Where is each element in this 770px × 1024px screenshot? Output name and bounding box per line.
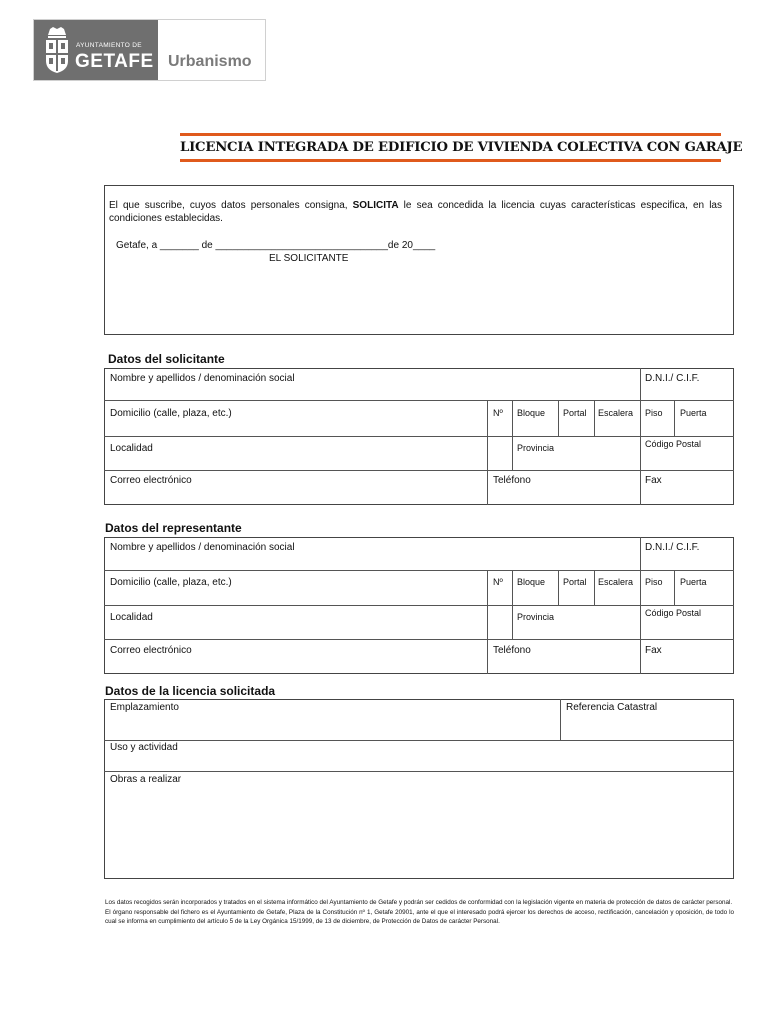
legal-paragraph-2: El órgano responsable del fichero es el Ayuntamiento de Getafe, Plaza de la Constitución nº 1, Getafe 20901, ante el que el interesado podrá ejercer los derechos de acceso, rectificación, cancelación y oposición, de todo lo cual se informa en cumplimiento del artículo 5 de la Ley Orgánica 15/1999, de 13 de diciembre, de Protección de Datos de carácter Personal. (105, 908, 734, 926)
coat-of-arms-icon (44, 27, 70, 73)
form-title: LICENCIA INTEGRADA DE EDIFICIO DE VIVIENDA COLECTIVA CON GARAJE (180, 140, 743, 155)
field-piso[interactable]: Piso (645, 577, 663, 587)
field-name[interactable]: Nombre y apellidos / denominación social (110, 373, 295, 384)
field-puerta[interactable]: Puerta (680, 577, 707, 587)
city-name: GETAFE (75, 51, 154, 72)
col-divider (640, 537, 641, 674)
legal-paragraph-1: Los datos recogidos serán incorporados y tratados en el sistema informático del Ayuntamiento de Getafe y podrán ser cedidos de conformidad con la legislación vigente en materia de protección de datos de carácter personal. (105, 899, 733, 906)
title-rule-top (180, 133, 721, 136)
col-divider (594, 570, 595, 605)
signature-label: EL SOLICITANTE (269, 253, 349, 264)
field-referencia-catastral[interactable]: Referencia Catastral (566, 702, 658, 713)
col-divider (594, 400, 595, 436)
col-divider (487, 570, 488, 674)
field-name[interactable]: Nombre y apellidos / denominación social (110, 542, 295, 553)
field-provincia[interactable]: Provincia (517, 443, 555, 453)
field-bloque[interactable]: Bloque (517, 577, 546, 587)
field-portal[interactable]: Portal (563, 577, 587, 587)
getafe-logo (33, 19, 266, 81)
logo-dark-panel (34, 20, 158, 80)
request-paragraph: El que suscribe, cuyos datos personales consigna, SOLICITA le sea concedida la licencia cuyas características especifica, en las condiciones establecidas. (109, 200, 722, 224)
col-divider (558, 400, 559, 436)
field-numero[interactable]: Nº (493, 577, 503, 587)
field-dni[interactable]: D.N.I./ C.I.F. (645, 542, 700, 553)
row-divider (104, 771, 734, 772)
field-provincia[interactable]: Provincia (517, 612, 555, 622)
date-line[interactable]: Getafe, a _______ de _______________________________de 20____ (116, 240, 436, 251)
licencia-heading: Datos de la licencia solicitada (105, 684, 276, 698)
field-obras[interactable]: Obras a realizar (110, 774, 182, 785)
legal-notice (105, 898, 734, 927)
field-fax[interactable]: Fax (645, 475, 662, 486)
licencia-table (104, 699, 734, 879)
field-telefono[interactable]: Teléfono (493, 645, 531, 656)
field-emplazamiento[interactable]: Emplazamiento (110, 702, 179, 713)
field-localidad[interactable]: Localidad (110, 612, 153, 623)
field-portal[interactable]: Portal (563, 408, 587, 418)
field-piso[interactable]: Piso (645, 408, 663, 418)
field-numero[interactable]: Nº (493, 408, 503, 418)
department-name: Urbanismo (168, 53, 252, 70)
field-correo[interactable]: Correo electrónico (110, 475, 192, 486)
field-correo[interactable]: Correo electrónico (110, 645, 192, 656)
representante-heading: Datos del representante (105, 521, 242, 535)
field-dni[interactable]: D.N.I./ C.I.F. (645, 373, 700, 384)
field-bloque[interactable]: Bloque (517, 408, 546, 418)
col-divider (674, 400, 675, 436)
col-divider (674, 570, 675, 605)
row-divider (104, 740, 734, 741)
col-divider (512, 570, 513, 639)
field-puerta[interactable]: Puerta (680, 408, 707, 418)
field-domicilio[interactable]: Domicilio (calle, plaza, etc.) (110, 577, 232, 588)
ayuntamiento-label: AYUNTAMIENTO DE (76, 42, 142, 49)
field-escalera[interactable]: Escalera (598, 577, 634, 587)
col-divider (640, 368, 641, 505)
col-divider (487, 400, 488, 505)
field-fax[interactable]: Fax (645, 645, 662, 656)
col-divider (558, 570, 559, 605)
solicitante-heading: Datos del solicitante (108, 352, 225, 366)
field-codigo-postal[interactable]: Código Postal (645, 608, 702, 618)
field-telefono[interactable]: Teléfono (493, 475, 531, 486)
field-localidad[interactable]: Localidad (110, 443, 153, 454)
col-divider (512, 400, 513, 470)
field-uso-actividad[interactable]: Uso y actividad (110, 742, 178, 753)
title-rule-bottom (180, 159, 721, 162)
field-domicilio[interactable]: Domicilio (calle, plaza, etc.) (110, 408, 232, 419)
col-divider (560, 699, 561, 740)
field-escalera[interactable]: Escalera (598, 408, 634, 418)
field-codigo-postal[interactable]: Código Postal (645, 439, 702, 449)
